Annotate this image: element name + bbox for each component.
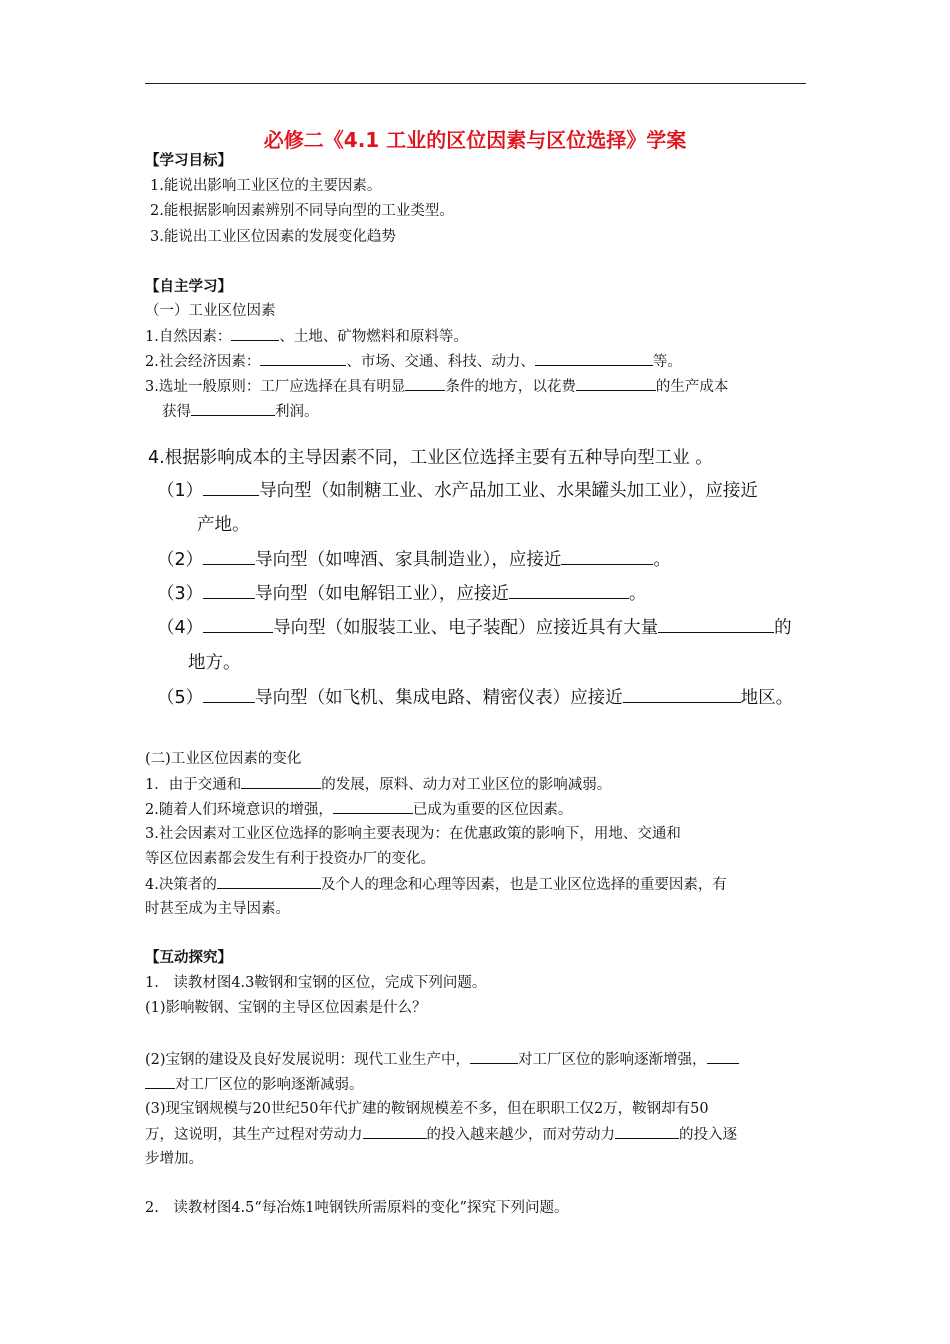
explore-1-3-end: 步增加。 [145, 1151, 203, 1167]
goals-header: 【学习目标】 [145, 153, 232, 169]
type-4-cont: 地方。 [188, 653, 241, 673]
question-2 [145, 351, 682, 372]
explore-1-3: (3)现宝钢规模与20世纪50年代扩建的鞍钢规模差不多，但在职职工仅2万，鞍钢却有50 [145, 1101, 709, 1117]
text: 1.自然因素： [145, 329, 232, 345]
fill-blank[interactable] [203, 548, 255, 565]
text: 、土地、矿物燃料和原料等。 [279, 329, 468, 345]
text: 3.选址一般原则：工厂应选择在具有明显 [145, 379, 406, 395]
goal-item: 2.能根据影响因素辨别不同导向型的工业类型。 [150, 203, 454, 219]
goal-item: 1.能说出影响工业区位的主要因素。 [150, 178, 382, 194]
text: 导向型（如服装工业、电子装配）应接近具有大量 [273, 618, 659, 638]
part2-title: (二)工业区位因素的变化 [145, 751, 302, 767]
fill-blank[interactable] [203, 686, 255, 703]
type-1 [157, 479, 758, 503]
fill-blank[interactable] [203, 582, 255, 599]
change-4-cont: 时甚至成为主导因素。 [145, 901, 290, 917]
explore-1-2 [145, 1049, 739, 1070]
fill-blank[interactable] [561, 548, 653, 565]
text: 的 [774, 618, 792, 638]
change-3: 3.社会因素对工业区位选择的影响主要表现为：在优惠政策的影响下，用地、交通和 [145, 826, 681, 842]
fill-blank[interactable] [241, 774, 321, 789]
change-4 [145, 874, 727, 895]
text: 对工厂区位的影响逐渐增强， [518, 1052, 707, 1068]
self-study-header: 【自主学习】 [145, 279, 232, 295]
text: 的生产成本 [655, 379, 729, 395]
fill-blank[interactable] [615, 1124, 679, 1139]
fill-blank[interactable] [260, 351, 346, 366]
page-title: 必修二《4.1 工业的区位因素与区位选择》学案 [263, 128, 687, 152]
text: 导向型（如啤酒、家具制造业），应接近 [255, 550, 562, 570]
fill-blank[interactable] [405, 376, 445, 391]
text: 对工厂区位的影响逐渐减弱。 [175, 1077, 364, 1093]
text: （3） [157, 584, 204, 604]
text: （2） [157, 550, 204, 570]
question-3-cont [162, 401, 319, 422]
fill-blank[interactable] [623, 686, 741, 703]
text: 的发展，原料、动力对工业区位的影响减弱。 [321, 777, 612, 793]
text: 1．由于交通和 [145, 777, 242, 793]
fill-blank[interactable] [707, 1049, 739, 1064]
text: 2.随着人们环境意识的增强， [145, 802, 333, 818]
text: （4） [157, 618, 204, 638]
fill-blank[interactable] [203, 479, 259, 496]
type-5 [157, 686, 793, 710]
question-1 [145, 326, 468, 347]
goal-item: 3.能说出工业区位因素的发展变化趋势 [150, 229, 396, 245]
text: 及个人的理念和心理等因素，也是工业区位选择的重要因素，有 [320, 877, 727, 893]
text: 获得 [162, 404, 191, 420]
explore-1-3-cont [145, 1124, 737, 1145]
text: 导向型（如飞机、集成电路、精密仪表）应接近 [255, 688, 623, 708]
explore-header: 【互动探究】 [145, 950, 232, 966]
fill-blank[interactable] [363, 1124, 427, 1139]
text: 。 [628, 584, 647, 604]
text: 利润。 [275, 404, 319, 420]
text: 地区。 [740, 688, 794, 708]
explore-2: 2. 读教材图4.5“每冶炼1吨钢铁所需原料的变化”探究下列问题。 [145, 1200, 569, 1216]
text: (2)宝钢的建设及良好发展说明：现代工业生产中， [145, 1052, 471, 1068]
text: 条件的地方，以花费 [445, 379, 576, 395]
text: 导向型（如电解铝工业），应接近 [255, 584, 509, 604]
type-2 [157, 548, 671, 572]
fill-blank[interactable] [217, 874, 321, 889]
explore-1-1: (1)影响鞍钢、宝钢的主导区位因素是什么？ [145, 1000, 427, 1016]
fill-blank[interactable] [333, 799, 413, 814]
type-4 [157, 616, 792, 640]
question-3 [145, 376, 728, 397]
fill-blank[interactable] [576, 376, 656, 391]
explore-1-2-cont [145, 1074, 364, 1095]
text: 2.社会经济因素： [145, 354, 261, 370]
fill-blank[interactable] [509, 582, 629, 599]
change-3-cont: 等区位因素都会发生有利于投资办厂的变化。 [145, 851, 435, 867]
type-1-cont: 产地。 [197, 515, 250, 535]
fill-blank[interactable] [231, 326, 279, 341]
text: （1） [157, 481, 204, 501]
fill-blank[interactable] [535, 351, 653, 366]
text: 等。 [652, 354, 682, 370]
text: 4.决策者的 [145, 877, 217, 893]
change-2 [145, 799, 572, 820]
fill-blank[interactable] [145, 1074, 175, 1089]
fill-blank[interactable] [191, 401, 275, 416]
question-4: 4.根据影响成本的主导因素不同，工业区位选择主要有五种导向型工业 。 [148, 448, 713, 468]
type-3 [157, 582, 646, 606]
text: （5） [157, 688, 204, 708]
text: 万，这说明，其生产过程对劳动力 [145, 1127, 363, 1143]
text: 导向型（如制糖工业、水产品加工业、水果罐头加工业），应接近 [259, 481, 758, 501]
fill-blank[interactable] [203, 616, 273, 633]
explore-1: 1. 读教材图4.3鞍钢和宝钢的区位，完成下列问题。 [145, 975, 487, 991]
text: 已成为重要的区位因素。 [412, 802, 573, 818]
fill-blank[interactable] [470, 1049, 518, 1064]
text: 的投入越来越少，而对劳动力 [426, 1127, 615, 1143]
top-rule [145, 83, 806, 84]
change-1 [145, 774, 611, 795]
text: 。 [653, 550, 671, 570]
text: 的投入逐 [679, 1127, 737, 1143]
part1-title: （一）工业区位因素 [145, 303, 276, 319]
text: 、市场、交通、科技、动力、 [346, 354, 535, 370]
fill-blank[interactable] [658, 616, 774, 633]
